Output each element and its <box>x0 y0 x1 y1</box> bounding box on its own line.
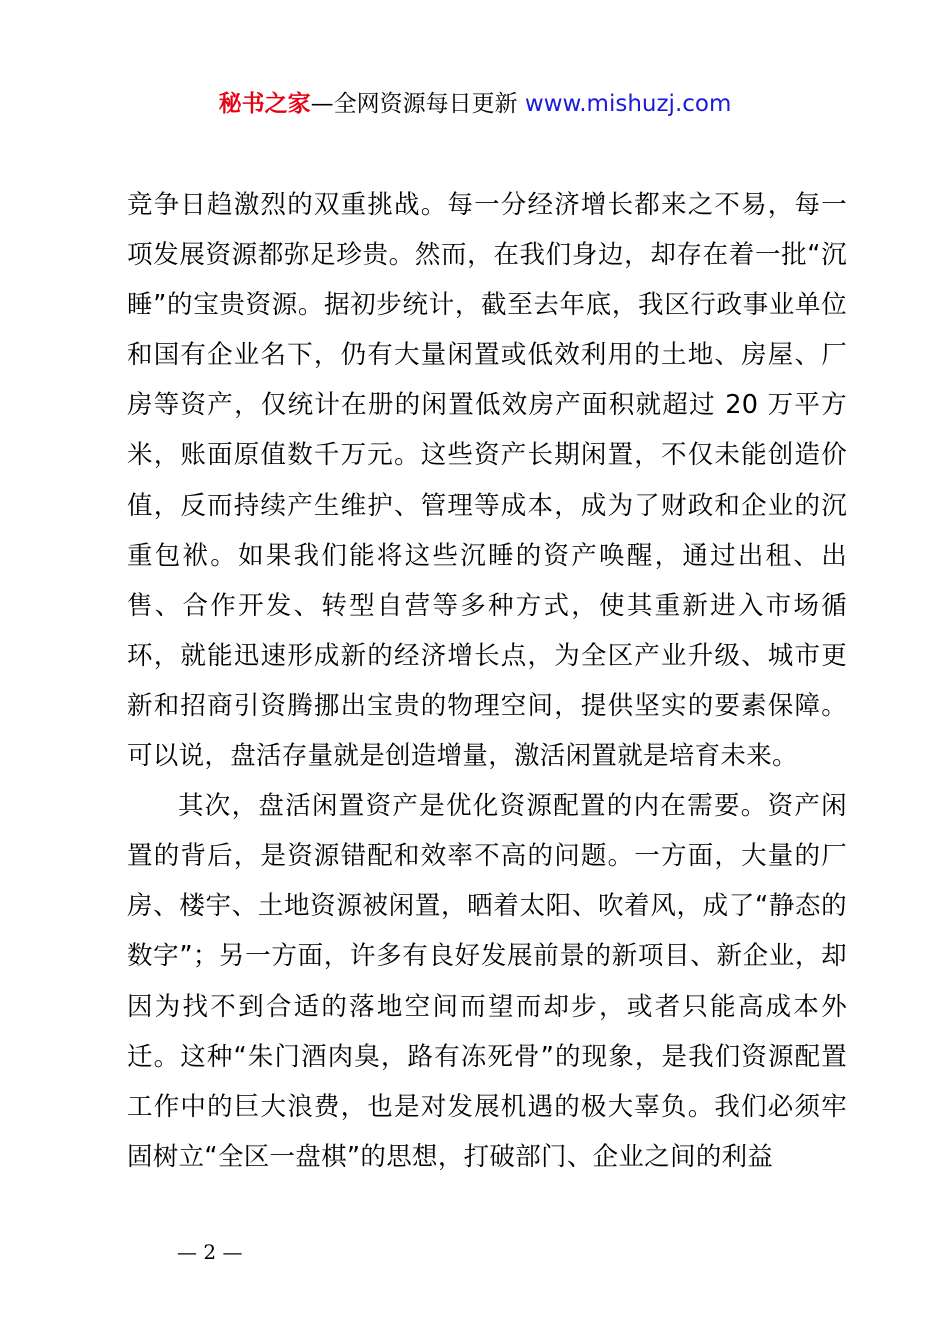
paragraph-2: 其次，盘活闲置资产是优化资源配置的内在需要。资产闲置的背后，是资源错配和效率不高的问题。一方面，大量的厂房、楼宇、土地资源被闲置，晒着太阳、吹着风，成了“静态的数字”；另一方面，许多有良好发展前景的新项目、新企业，却因为找不到合适的落地空间而望而却步，或者只能高成本外迁。这种“朱门酒肉臭，路有冻死骨”的现象，是我们资源配置工作中的巨大浪费，也是对发展机遇的极大辜负。我们必须牢固树立“全区一盘棋”的思想，打破部门、企业之间的利益 <box>127 791 847 1172</box>
document-body <box>127 180 847 1182</box>
page-number: — 2 — <box>177 1240 243 1264</box>
header-tagline: —全网资源每日更新 <box>310 91 525 117</box>
paragraph-1: 竞争日趋激烈的双重挑战。每一分经济增长都来之不易，每一项发展资源都弥足珍贵。然而，在我们身边，却存在着一批“沉睡”的宝贵资源。据初步统计，截至去年底，我区行政事业单位和国有企业名下，仍有大量闲置或低效利用的土地、房屋、厂房等资产，仅统计在册的闲置低效房产面积就超过 20 万平方米，账面原值数千万元。这些资产长期闲置，不仅未能创造价值，反而持续产生维护、管理等成本，成为了财政和企业的沉重包袱。如果我们能将这些沉睡的资产唤醒，通过出租、出售、合作开发、转型自营等多种方式，使其重新进入市场循环，就能迅速形成新的经济增长点，为全区产业升级、城市更新和招商引资腾挪出宝贵的物理空间，提供坚实的要素保障。可以说，盘活存量就是创造增量，激活闲置就是培育未来。 <box>127 190 847 772</box>
site-url-link[interactable]: www.mishuzj.com <box>524 91 732 117</box>
page-header <box>0 84 950 124</box>
brand-name: 秘书之家 <box>218 91 311 117</box>
